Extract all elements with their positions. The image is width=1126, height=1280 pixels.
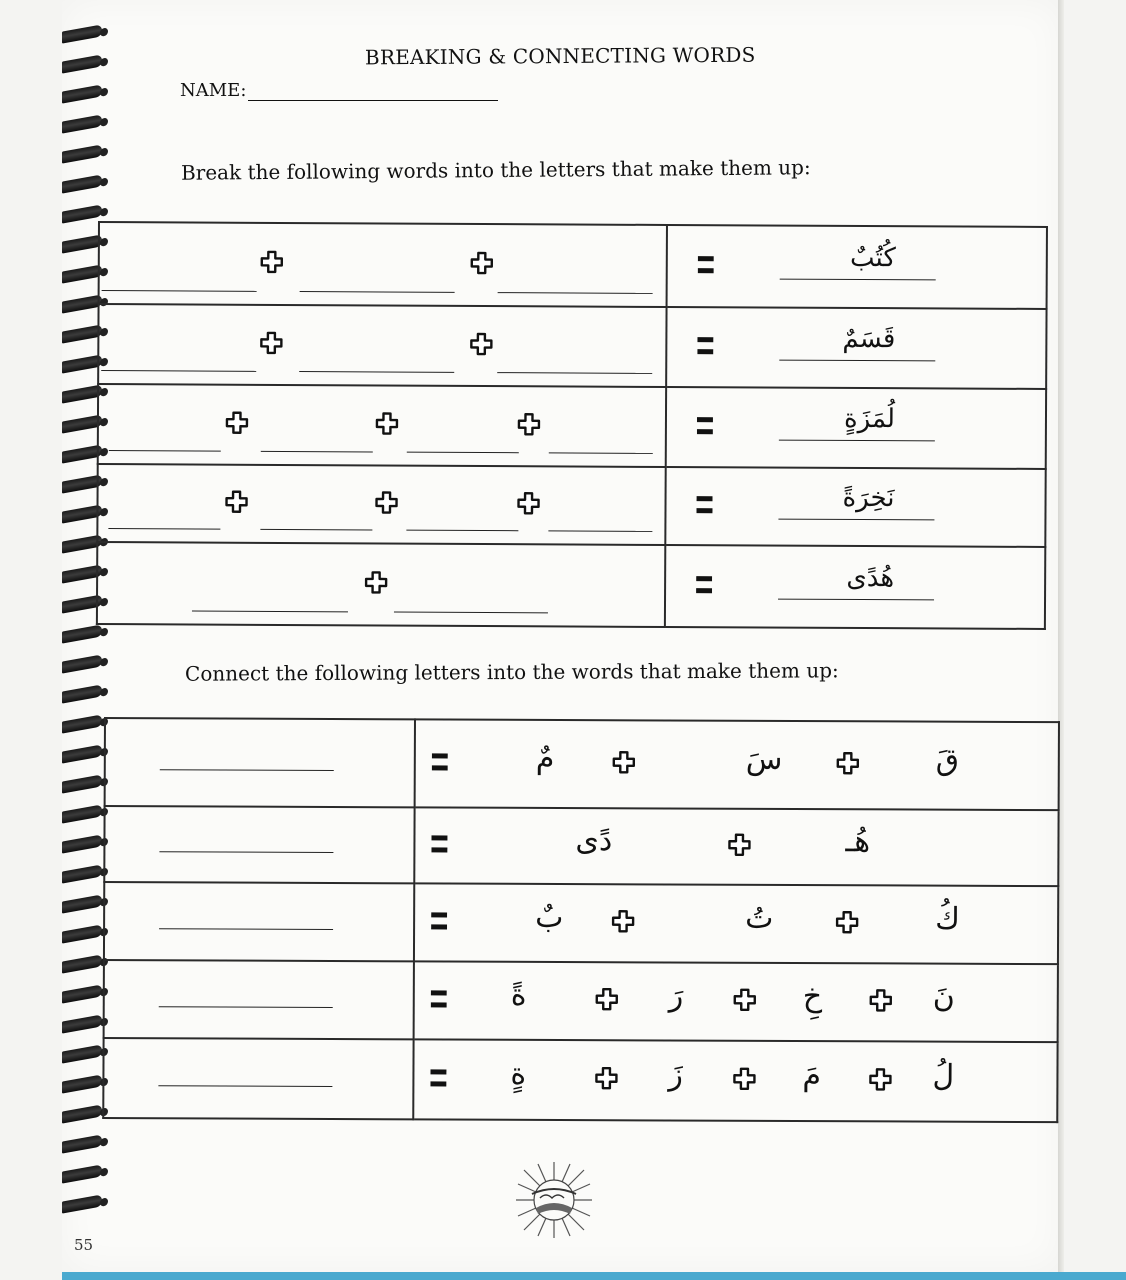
letter-blank[interactable]	[548, 529, 652, 532]
letter-blank[interactable]	[260, 528, 372, 531]
answer-cell	[98, 304, 666, 387]
spiral-ring	[62, 204, 102, 223]
letters-cell	[415, 719, 1059, 810]
spiral-ring	[62, 894, 102, 913]
break-words-table	[96, 221, 1048, 630]
plus-icon	[727, 833, 751, 857]
spiral-ring	[62, 1074, 102, 1093]
word-cell	[667, 225, 1047, 309]
plus-icon	[470, 251, 494, 275]
answer-cell	[104, 882, 414, 961]
name-field[interactable]	[180, 80, 498, 101]
word-cell	[666, 387, 1046, 469]
spiral-ring	[62, 1164, 102, 1183]
letter-blank[interactable]	[394, 611, 548, 614]
break-row	[97, 542, 1045, 629]
word-underline	[778, 599, 934, 601]
arabic-word: هُدًى	[846, 562, 895, 594]
arabic-letter: بٌ	[535, 899, 564, 936]
spiral-ring	[62, 114, 102, 133]
spiral-ring	[62, 804, 102, 823]
arabic-letter: ةً	[510, 977, 527, 1013]
arabic-letter: نَ	[932, 979, 955, 1015]
plus-icon	[260, 250, 284, 274]
plus-icon	[374, 490, 398, 514]
equals-icon	[698, 254, 714, 276]
spiral-ring	[62, 294, 102, 313]
letter-blank[interactable]	[108, 527, 220, 530]
page-edge	[1058, 0, 1064, 1272]
break-row	[97, 464, 1045, 547]
plus-icon	[259, 331, 283, 355]
equals-icon	[431, 910, 447, 932]
word-blank[interactable]	[159, 1005, 333, 1008]
arabic-letter: مَ	[802, 1058, 822, 1094]
answer-cell	[99, 222, 667, 307]
arabic-letter: زَ	[668, 1057, 684, 1093]
plus-icon	[611, 909, 635, 933]
letters-cell	[413, 1039, 1057, 1122]
page-number: 55	[74, 1236, 94, 1254]
letter-blank[interactable]	[299, 370, 454, 373]
arabic-letter: كُ	[935, 901, 960, 937]
spiral-ring	[62, 144, 102, 163]
word-cell	[665, 545, 1045, 629]
spiral-ring	[62, 984, 102, 1003]
word-blank[interactable]	[160, 768, 334, 771]
spiral-ring	[62, 834, 102, 853]
break-row	[98, 384, 1046, 469]
plus-icon	[836, 751, 860, 775]
spiral-ring	[62, 864, 102, 883]
spiral-ring	[62, 774, 102, 793]
plus-icon	[732, 1067, 756, 1091]
arabic-word: لُمَزَةٍ	[843, 403, 896, 435]
spiral-ring	[62, 1194, 102, 1213]
spiral-binding	[62, 28, 106, 1228]
plus-icon	[375, 411, 399, 435]
arabic-letter: قَ	[935, 742, 960, 778]
plus-icon	[595, 987, 619, 1011]
equals-icon	[696, 574, 712, 596]
plus-icon	[868, 1067, 892, 1091]
letter-blank[interactable]	[498, 291, 653, 294]
spiral-ring	[62, 684, 102, 703]
word-cell	[665, 467, 1045, 547]
equals-icon	[697, 335, 713, 357]
spiral-ring	[62, 324, 102, 343]
spiral-ring	[62, 1134, 102, 1153]
plus-icon	[517, 412, 541, 436]
connect-row	[103, 1038, 1057, 1122]
answer-cell	[104, 960, 414, 1039]
arabic-letter: خِ	[802, 979, 823, 1015]
spiral-ring	[62, 954, 102, 973]
arabic-word: كُتُبٌ	[849, 242, 896, 274]
letter-blank[interactable]	[102, 289, 257, 292]
plus-icon	[835, 910, 859, 934]
answer-cell	[103, 1038, 413, 1119]
letter-blank[interactable]	[109, 449, 221, 452]
letter-blank[interactable]	[300, 290, 455, 293]
arabic-letter: دًى	[575, 823, 613, 859]
spiral-ring	[62, 654, 102, 673]
connect-row	[104, 882, 1058, 964]
publisher-logo-icon	[512, 1158, 596, 1242]
arabic-letter: ةٍ	[510, 1056, 527, 1092]
equals-icon	[431, 833, 447, 855]
letter-blank[interactable]	[192, 609, 348, 612]
break-row	[98, 304, 1046, 389]
connect-row	[104, 806, 1058, 886]
equals-icon	[431, 988, 447, 1010]
letter-blank[interactable]	[406, 529, 518, 532]
answer-cell	[97, 464, 665, 545]
spiral-ring	[62, 924, 102, 943]
spiral-ring	[62, 24, 102, 43]
equals-icon	[696, 494, 712, 516]
plus-icon	[594, 1066, 618, 1090]
word-cell	[666, 307, 1046, 389]
answer-cell	[97, 542, 665, 627]
letter-blank[interactable]	[549, 451, 653, 454]
spiral-ring	[62, 624, 102, 643]
spiral-ring	[62, 174, 102, 193]
arabic-letter: مٌ	[535, 740, 555, 776]
equals-icon	[432, 751, 448, 773]
letters-cell	[414, 961, 1058, 1042]
arabic-letter: سَ	[745, 741, 783, 777]
plus-icon	[516, 491, 540, 515]
letter-blank[interactable]	[261, 450, 373, 453]
plus-icon	[469, 332, 493, 356]
arabic-letter: لُ	[932, 1058, 955, 1094]
letters-cell	[414, 883, 1058, 964]
spiral-ring	[62, 1014, 102, 1033]
spiral-ring	[62, 234, 102, 253]
arabic-letter: رَ	[668, 978, 684, 1014]
letter-blank[interactable]	[101, 369, 256, 372]
spiral-ring	[62, 1044, 102, 1063]
name-blank[interactable]	[248, 82, 498, 101]
arabic-letter: تُ	[745, 900, 774, 936]
spiral-ring	[62, 1104, 102, 1123]
arabic-letter: هُـ	[845, 824, 871, 860]
name-label: NAME:	[180, 80, 247, 101]
equals-icon	[430, 1067, 446, 1089]
word-underline	[778, 519, 934, 521]
spiral-ring	[62, 84, 102, 103]
spiral-ring	[62, 744, 102, 763]
word-underline	[780, 279, 936, 281]
equals-icon	[697, 415, 713, 437]
spiral-ring	[62, 714, 102, 733]
plus-icon	[364, 570, 388, 594]
word-blank[interactable]	[158, 1084, 332, 1087]
arabic-word: نَخِرَةً	[842, 482, 895, 514]
bottom-strip	[62, 1272, 1126, 1280]
spiral-ring	[62, 264, 102, 283]
plus-icon	[733, 988, 757, 1012]
connect-row	[105, 718, 1059, 810]
word-blank[interactable]	[159, 850, 333, 853]
letters-cell	[414, 807, 1058, 886]
plus-icon	[869, 988, 893, 1012]
word-blank[interactable]	[159, 927, 333, 930]
word-underline	[779, 360, 935, 362]
connect-row	[104, 960, 1058, 1042]
word-underline	[779, 440, 935, 442]
spiral-ring	[62, 384, 102, 403]
break-instruction: Break the following words into the letters that make them up:	[180, 155, 811, 185]
page-title: BREAKING & CONNECTING WORDS	[364, 42, 756, 70]
answer-cell	[98, 384, 666, 467]
connect-letters-table	[102, 717, 1060, 1123]
plus-icon	[225, 411, 249, 435]
spiral-ring	[62, 354, 102, 373]
answer-cell	[105, 718, 415, 807]
letter-blank[interactable]	[497, 371, 652, 374]
arabic-word: قَسَمٌ	[842, 323, 896, 355]
connect-instruction: Connect the following letters into the words that make them up:	[184, 658, 839, 686]
plus-icon	[612, 750, 636, 774]
letter-blank[interactable]	[407, 451, 519, 454]
break-row	[99, 222, 1047, 309]
plus-icon	[224, 490, 248, 514]
spiral-ring	[62, 54, 102, 73]
answer-cell	[104, 806, 414, 883]
